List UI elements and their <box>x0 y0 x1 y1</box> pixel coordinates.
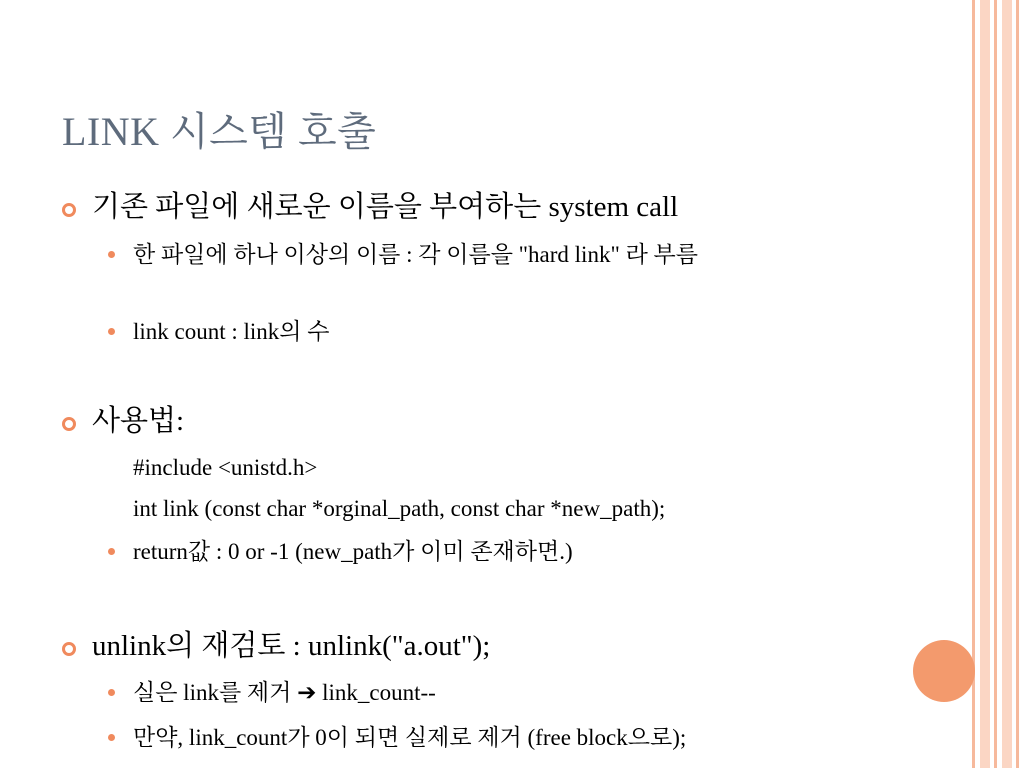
bullet-dot-icon <box>108 328 115 335</box>
stripe <box>972 0 975 768</box>
stripe <box>980 0 990 768</box>
sub-bullet-text: return값 : 0 or -1 (new_path가 이미 존재하면.) <box>133 539 573 564</box>
bullet-dot-icon <box>108 548 115 555</box>
stripe <box>1002 0 1012 768</box>
bullet-text: 기존 파일에 새로운 이름을 부여하는 system call <box>92 191 679 223</box>
stripe <box>1016 0 1019 768</box>
sub-bullet-text: 한 파일에 하나 이상의 이름 : 각 이름을 "hard link" 라 부름 <box>133 242 698 267</box>
bullet-ring-icon <box>62 642 76 656</box>
sub-bullet-text: 실은 link를 제거 ➔ link_count-- <box>133 680 436 705</box>
decorative-circle <box>913 640 975 702</box>
bullet-ring-icon <box>62 417 76 431</box>
slide-title: LINK 시스템 호출 <box>62 109 377 154</box>
bullet-dot-icon <box>108 734 115 741</box>
bullet-text: unlink의 재검토 : unlink("a.out"); <box>92 630 491 662</box>
stripe <box>994 0 997 768</box>
bullet-text: 사용법: <box>92 405 185 437</box>
bullet-dot-icon <box>108 689 115 696</box>
bullet-dot-icon <box>108 251 115 258</box>
code-line: #include <unistd.h> <box>133 455 318 480</box>
sub-bullet-text: 만약, link_count가 0이 되면 실제로 제거 (free block으로); <box>133 725 687 750</box>
sub-bullet-text: link count : link의 수 <box>133 319 330 344</box>
decorative-stripes <box>972 0 1024 768</box>
bullet-ring-icon <box>62 203 76 217</box>
code-line: int link (const char *orginal_path, const char *new_path); <box>133 496 666 521</box>
